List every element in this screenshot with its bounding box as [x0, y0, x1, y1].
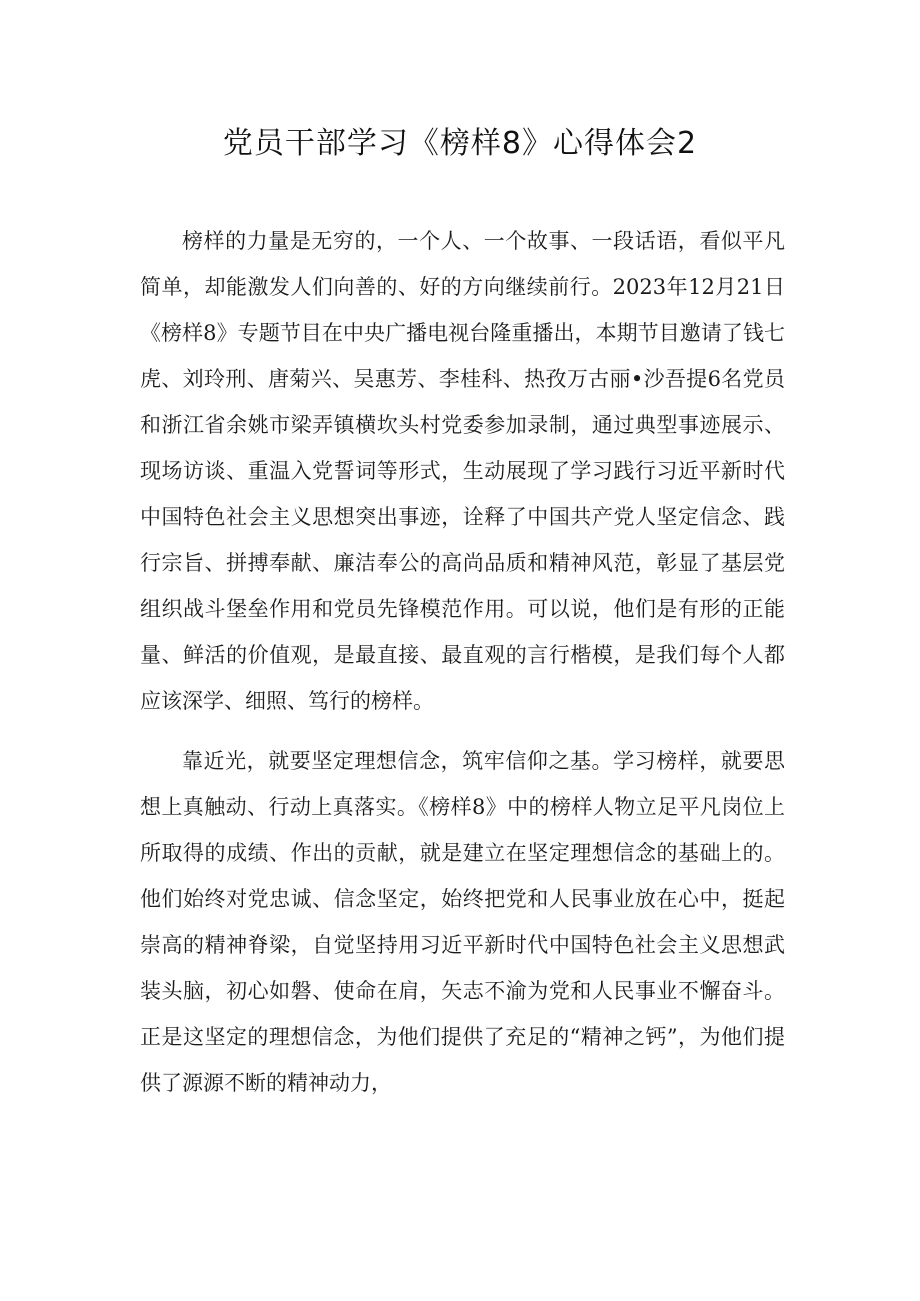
paragraph-1: 榜样的力量是无穷的，一个人、一个故事、一段话语，看似平凡简单，却能激发人们向善的、好的方向继续前行。2023年12月21日《榜样8》专题节目在中央广播电视台隆重播出，本期节目邀请了钱七虎、刘玲刑、唐菊兴、吴惠芳、李桂科、热孜万古丽•沙吾提6名党员和浙江省余姚市梁弄镇横坎头村党委参加录制，通过典型事迹展示、现场访谈、重温入党誓词等形式，生动展现了学习践行习近平新时代中国特色社会主义思想突出事迹，诠释了中国共产党人坚定信念、践行宗旨、拼搏奉献、廉洁奉公的高尚品质和精神风范，彰显了基层党组织战斗堡垒作用和党员先锋模范作用。可以说，他们是有形的正能量、鲜活的价值观，是最直接、最直观的言行楷模，是我们每个人都应该深学、细照、笃行的榜样。 [140, 229, 785, 713]
document-body [140, 218, 785, 1120]
document-title: 党员干部学习《榜样8》心得体会2 [222, 126, 698, 161]
paragraph-2: 靠近光，就要坚定理想信念，筑牢信仰之基。学习榜样，就要思想上真触动、行动上真落实。《榜样8》中的榜样人物立足平凡岗位上所取得的成绩、作出的贡献，就是建立在坚定理想信念的基础上的。他们始终对党忠诚、信念坚定，始终把党和人民事业放在心中，挺起崇高的精神脊梁，自觉坚持用习近平新时代中国特色社会主义思想武装头脑，初心如磐、使命在肩，矢志不渝为党和人民事业不懈奋斗。正是这坚定的理想信念，为他们提供了充足的“精神之钙”，为他们提供了源源不断的精神动力， [140, 749, 785, 1095]
